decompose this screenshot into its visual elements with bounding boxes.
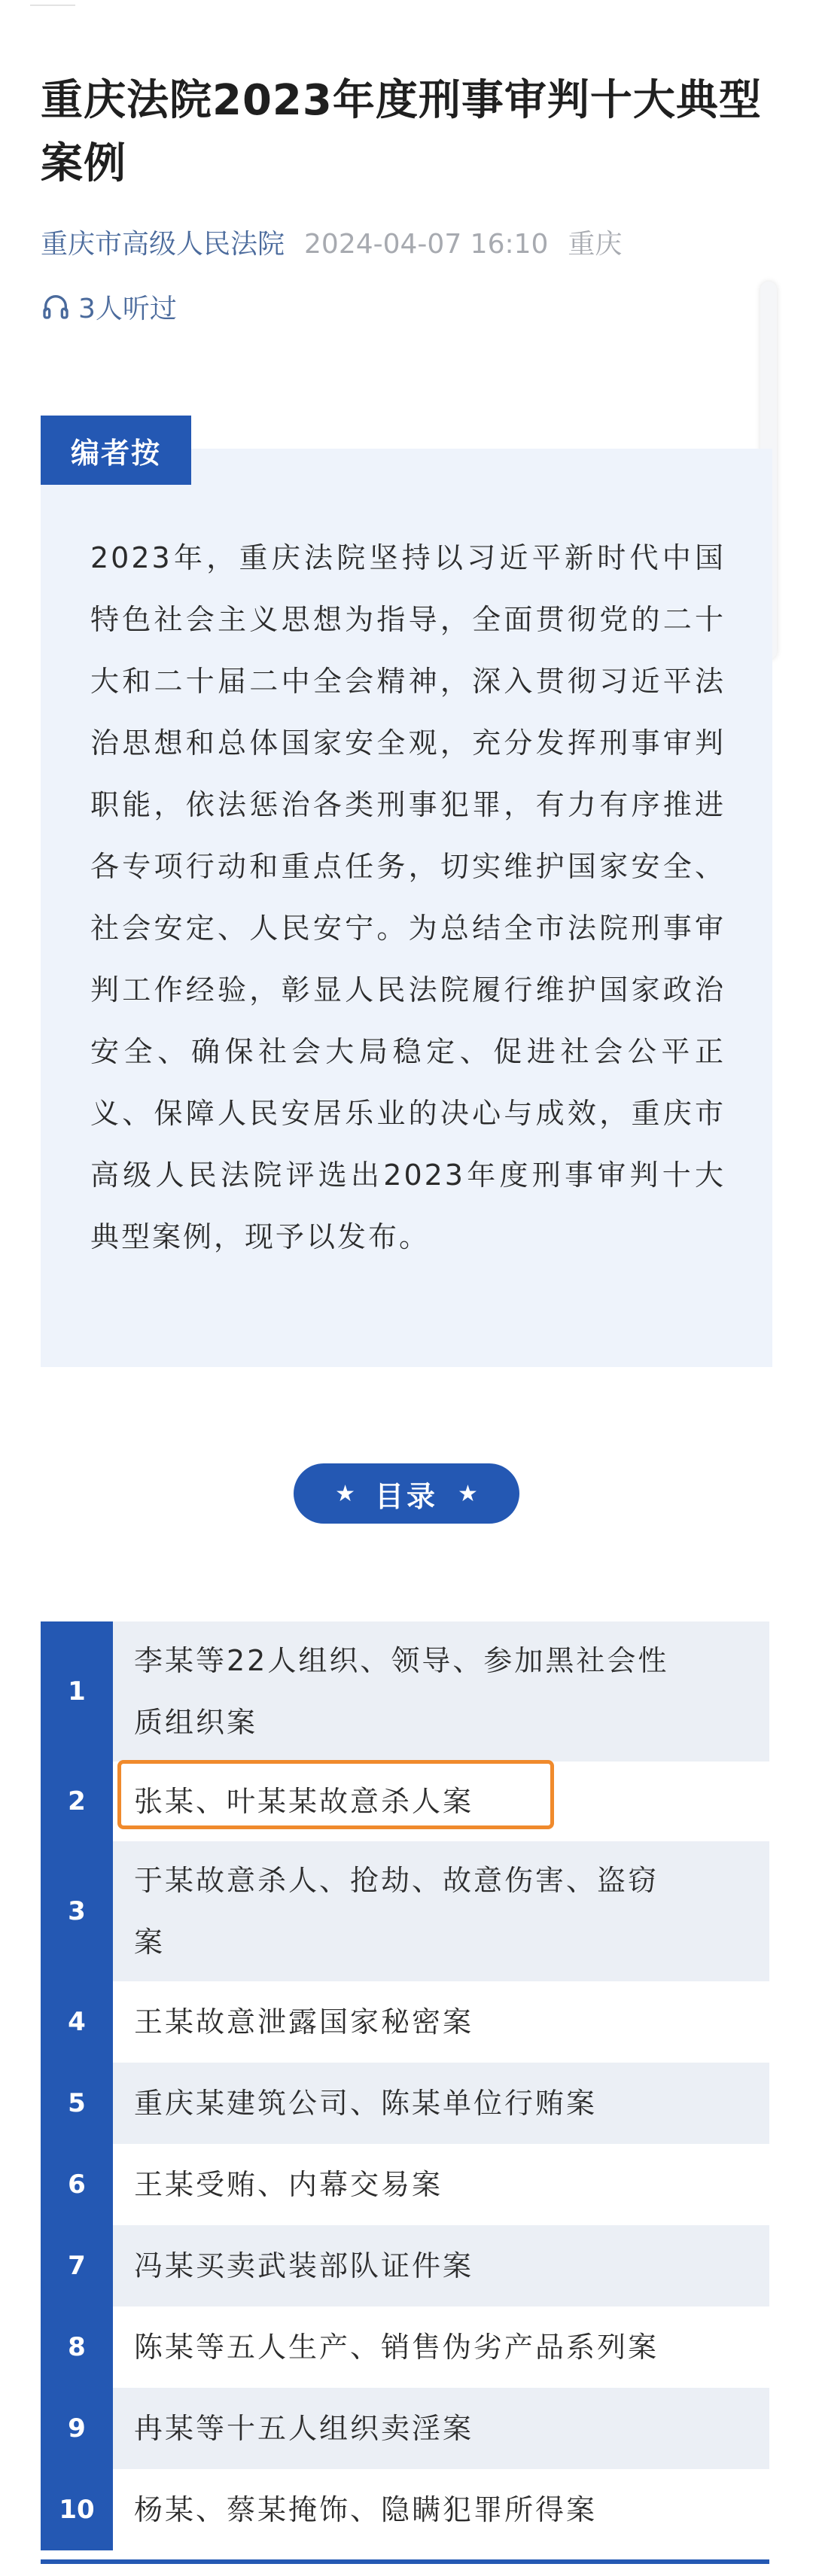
headphones-icon [41,291,71,321]
toc-row[interactable] [41,1981,769,2063]
toc-title [113,2225,769,2307]
toc-title-line: 杨某、蔡某掩饰、隐瞒犯罪所得案 [134,2493,598,2526]
toc-row[interactable] [41,2307,769,2388]
toc-title [113,1981,769,2063]
toc-title-line: 王某故意泄露国家秘密案 [134,2005,474,2039]
toc-number: 4 [41,1981,113,2063]
toc-title [113,2063,769,2144]
toc-title-line: 陈某等五人生产、销售伪劣产品系列案 [134,2331,659,2364]
toc-title [113,2144,769,2225]
editor-note-badge: 编者按 [41,416,191,485]
toc-number: 5 [41,2063,113,2144]
toc-row[interactable] [41,2063,769,2144]
top-edge [0,0,813,11]
star-icon: ★ [335,1480,355,1507]
toc-row[interactable] [41,2469,769,2550]
listen-count-row[interactable] [41,288,177,325]
top-edge-mark [30,0,75,6]
toc-title [113,2307,769,2388]
listen-count: 3人听过 [78,293,177,324]
article-source[interactable]: 重庆市高级人民法院 [41,229,285,260]
toc-label: 目录 [374,1479,438,1513]
toc-row[interactable] [41,1841,769,1981]
toc-row[interactable] [41,1761,769,1841]
toc-title-line: 质组织案 [134,1706,258,1739]
toc-title [113,1841,769,1981]
toc-title [113,2388,769,2469]
article-meta [41,226,793,263]
toc-number: 1 [41,1621,113,1761]
toc-title [113,1761,769,1841]
toc-number: 8 [41,2307,113,2388]
toc-title-line: 案 [134,1926,166,1959]
toc-header [294,1463,519,1524]
toc-row[interactable] [41,2144,769,2225]
toc-number: 2 [41,1761,113,1841]
toc-number: 3 [41,1841,113,1981]
toc-title-line: 李某等22人组织、领导、参加黑社会性 [134,1644,669,1677]
toc-number: 6 [41,2144,113,2225]
toc-title-line: 重庆某建筑公司、陈某单位行贿案 [134,2087,598,2120]
toc-title [113,1621,769,1761]
toc-title-line: 冉某等十五人组织卖淫案 [134,2412,474,2445]
toc-row[interactable] [41,1621,769,1761]
toc-row[interactable] [41,2388,769,2469]
toc-number: 9 [41,2388,113,2469]
toc-number: 7 [41,2225,113,2307]
article-location: 重庆 [568,229,623,260]
star-icon: ★ [458,1480,478,1507]
article-title: 重庆法院2023年度刑事审判十大典型案例 [41,76,762,188]
toc-title-line: 冯某买卖武装部队证件案 [134,2249,474,2282]
toc-table [41,1621,769,2550]
toc-title-line: 王某受贿、内幕交易案 [134,2168,443,2201]
toc-row[interactable] [41,2225,769,2307]
article-time: 2024-04-07 16:10 [304,229,549,260]
toc-title [113,2469,769,2550]
toc-title-line: 于某故意杀人、抢劫、故意伤害、盗窃 [134,1864,659,1897]
editor-note-text: 2023年，重庆法院坚持以习近平新时代中国特色社会主义思想为指导，全面贯彻党的二十大和二十届二中全会精神，深入贯彻习近平法治思想和总体国家安全观，充分发挥刑事审判职能，依法惩治各类刑事犯罪，有力有序推进各专项行动和重点任务，切实维护国家安全、社会安定、人民安宁。为总结全市法院刑事审判工作经验，彰显人民法院履行维护国家政治安全、确保社会大局稳定、促进社会公平正义、保障人民安居乐业的决心与成效，重庆市高级人民法院评选出2023年度刑事审判十大典型案例，现予以发布。 [90,541,726,1253]
toc-number: 10 [41,2469,113,2550]
toc-title-line: 张某、叶某某故意杀人案 [134,1785,474,1818]
toc-bottom-border [41,2559,769,2564]
